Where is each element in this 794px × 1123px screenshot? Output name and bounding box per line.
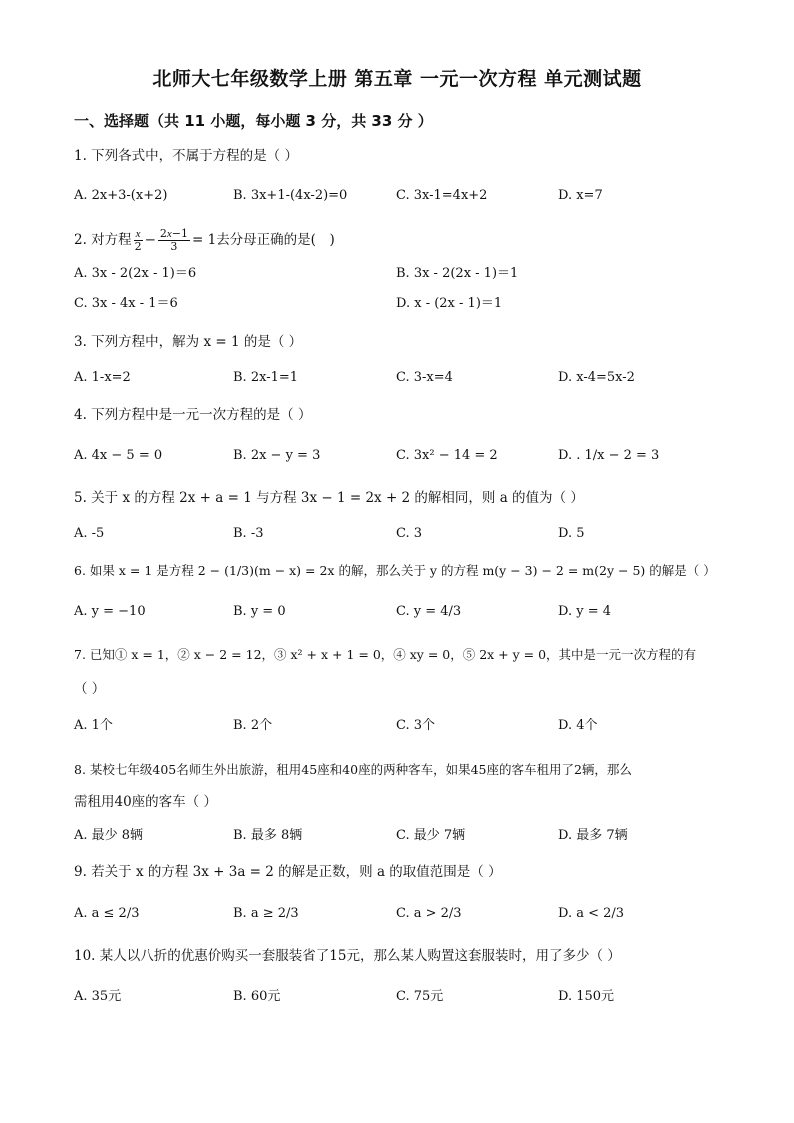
q9-option-a: A. a ≤ 2/3 [74, 906, 140, 921]
q4-option-b: B. 2x − y = 3 [233, 448, 321, 463]
q4-option-a: A. 4x − 5 = 0 [74, 448, 163, 463]
q8-option-b: B. 最多 8辆 [233, 828, 303, 843]
q1-option-a: A. 2x+3-(x+2) [74, 188, 168, 203]
q6-option-a: A. y = −10 [74, 604, 146, 619]
q6-option-c: C. y = 4/3 [396, 604, 462, 619]
q10-option-a: A. 35元 [74, 989, 122, 1004]
q2-suffix: 去分母正确的是( ) [216, 232, 335, 248]
question-1: 1. 下列各式中，不属于方程的是（ ） [74, 148, 298, 164]
section-heading: 一、选择题（共 11 小题，每小题 3 分，共 33 分 ） [74, 112, 433, 130]
q9-option-c: C. a > 2/3 [396, 906, 462, 921]
q1-option-d: D. x=7 [558, 188, 603, 203]
q5-option-d: D. 5 [558, 526, 585, 541]
question-7: 7. 已知① x = 1，② x − 2 = 12，③ x² + x + 1 = 0，④ xy = 0，⑤ 2x + y = 0，其中是一元一次方程的有 [74, 647, 697, 662]
q10-option-d: D. 150元 [558, 989, 615, 1004]
question-3: 3. 下列方程中，解为 x = 1 的是（ ） [74, 334, 303, 350]
q2-option-a: A. 3x - 2(2x - 1)＝6 [74, 266, 197, 281]
q9-option-b: B. a ≥ 2/3 [233, 906, 299, 921]
q2-option-b: B. 3x - 2(2x - 1)＝1 [396, 266, 519, 281]
q2-fraction-2: $\frac{2x-1}{3}$ [159, 227, 188, 253]
q8-option-d: D. 最多 7辆 [558, 828, 628, 843]
q2-fraction-1: $\frac{x}{2}$ [134, 228, 142, 253]
q5-option-a: A. -5 [74, 526, 105, 541]
question-5: 5. 关于 x 的方程 2x + a = 1 与方程 3x − 1 = 2x + 2 的解相同，则 a 的值为（ ） [74, 490, 584, 506]
q9-option-d: D. a < 2/3 [558, 906, 625, 921]
question-2: 2. 对方程 $\frac{x}{2}$ − $\frac{2x-1}{3}$ = 1去分母正确的是( ) [74, 227, 335, 253]
q7-option-a: A. 1个 [74, 718, 113, 733]
q7-option-d: D. 4个 [558, 718, 598, 733]
q10-option-b: B. 60元 [233, 989, 281, 1004]
q7-option-b: B. 2个 [233, 718, 273, 733]
q8-option-a: A. 最少 8辆 [74, 828, 144, 843]
q6-option-b: B. y = 0 [233, 604, 286, 619]
question-8-line2: 需租用40座的客车（ ） [74, 794, 217, 810]
question-4: 4. 下列方程中是一元一次方程的是（ ） [74, 407, 312, 423]
q6-option-d: D. y = 4 [558, 604, 611, 619]
q10-option-c: C. 75元 [396, 989, 444, 1004]
question-7-line2: （ ） [74, 681, 106, 697]
q7-option-c: C. 3个 [396, 718, 436, 733]
q3-option-b: B. 2x-1=1 [233, 370, 299, 385]
q1-option-c: C. 3x-1=4x+2 [396, 188, 488, 203]
q4-option-d: D. . 1/x − 2 = 3 [558, 448, 660, 463]
q5-option-b: B. -3 [233, 526, 264, 541]
question-8: 8. 某校七年级405名师生外出旅游，租用45座和40座的两种客车，如果45座的客车租用了2辆，那么 [74, 762, 632, 777]
q3-option-c: C. 3-x=4 [396, 370, 453, 385]
q2-option-d: D. x - (2x - 1)＝1 [396, 296, 503, 311]
q5-option-c: C. 3 [396, 526, 423, 541]
question-6: 6. 如果 x = 1 是方程 2 − (1/3)(m − x) = 2x 的解，那么关于 y 的方程 m(y − 3) − 2 = m(2y − 5) 的解是（ ） [74, 563, 716, 578]
question-9: 9. 若关于 x 的方程 3x + 3a = 2 的解是正数，则 a 的取值范围是（ ） [74, 864, 502, 880]
page-title: 北师大七年级数学上册 第五章 一元一次方程 单元测试题 [152, 68, 642, 90]
q2-option-c: C. 3x - 4x - 1＝6 [74, 296, 178, 311]
q4-option-c: C. 3x² − 14 = 2 [396, 448, 498, 463]
q3-option-a: A. 1-x=2 [74, 370, 131, 385]
q1-option-b: B. 3x+1-(4x-2)=0 [233, 188, 348, 203]
question-10: 10. 某人以八折的优惠价购买一套服装省了15元，那么某人购置这套服装时，用了多少（ ） [74, 948, 621, 964]
q3-option-d: D. x-4=5x-2 [558, 370, 635, 385]
q8-option-c: C. 最少 7辆 [396, 828, 466, 843]
q2-prefix: 2. 对方程 [74, 232, 132, 248]
